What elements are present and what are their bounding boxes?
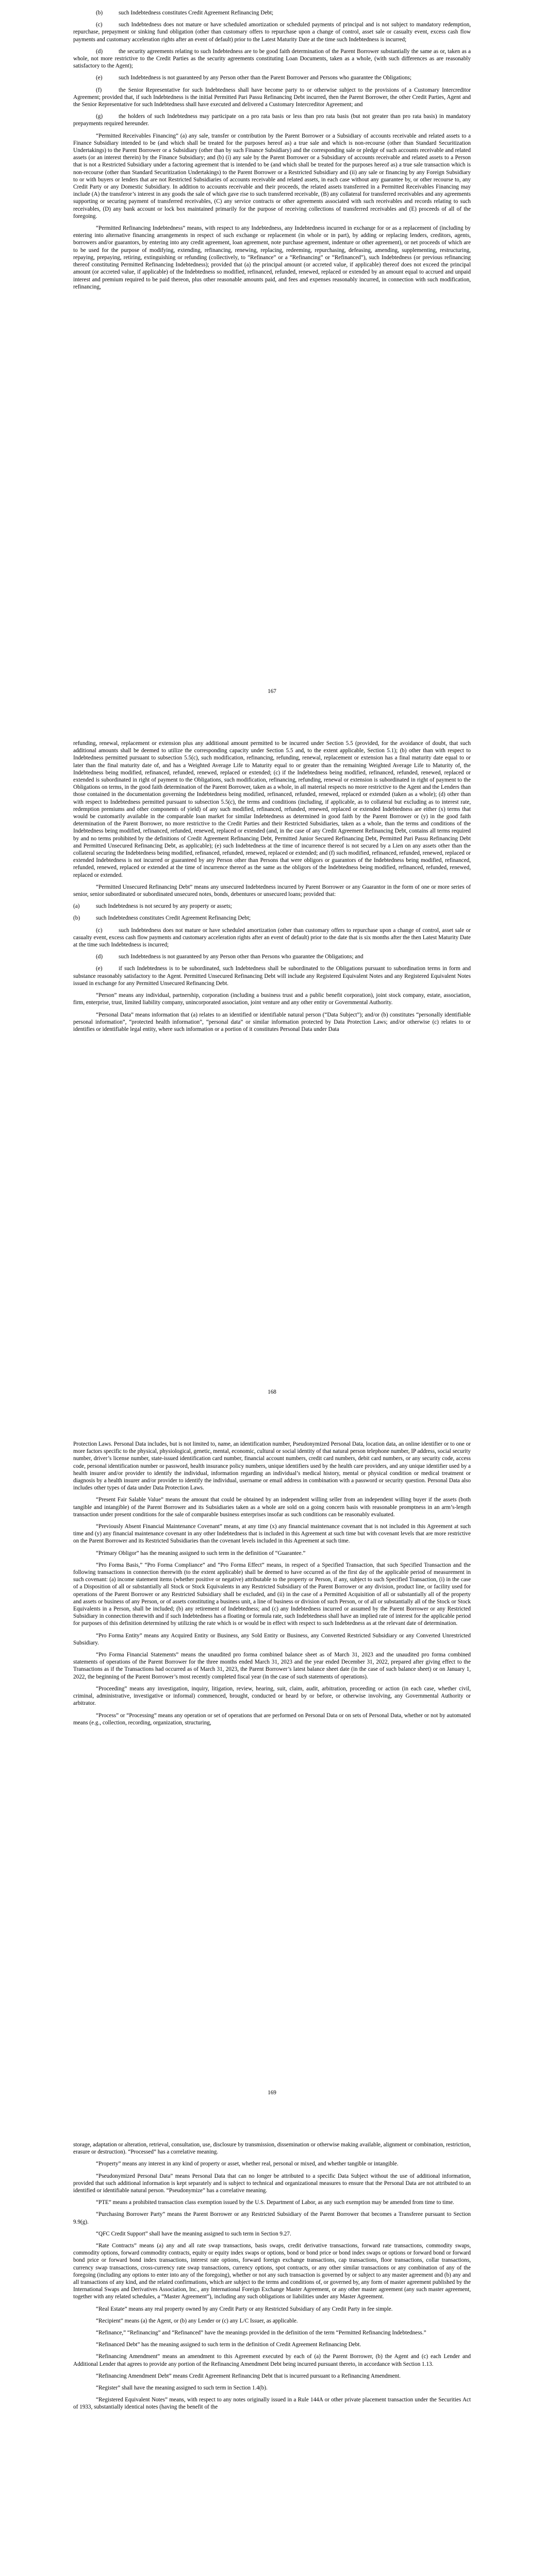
page-body — [73, 1440, 471, 1731]
definition-text: “Primary Obligor” has the meaning assigned to such term in the definition of “Guarantee.” — [96, 1550, 306, 1556]
definition-text: “Person” means any individual, partnership, corporation (including a business trust and a public benefit corporation), joint stock company, estate, association, firm, enterprise, trust, limited liability company, unincorporated association, joint venture and any other entity or Governmental Authority. — [73, 992, 471, 1006]
clause-text: if such Indebtedness is to be subordinated, such Indebtedness shall be subordinated to the Obligations pursuant to subordination terms in form and substance reasonably satisfactory to the Agent. Permitted Unsecured Refinancing Debt will include any Registered Equivalent Notes and any Registered Equivalent Notes issued in exchange for any Permitted Unsecured Refinancing Debt. — [73, 965, 471, 987]
clause-label: (g) — [96, 113, 103, 120]
definition-paragraph — [73, 2384, 471, 2392]
clause-label: (c) — [96, 22, 103, 28]
clause-text: such Indebtedness constitutes Credit Agreement Refinancing Debt; — [119, 10, 274, 16]
definition-paragraph — [73, 2341, 471, 2348]
page-number: 168 — [268, 1389, 276, 1395]
clause-label: (a) — [73, 903, 80, 910]
clause-text: such Indebtedness is not guaranteed by any Person other than Persons who guarantee the Obligations; and — [119, 954, 364, 960]
page-number: 169 — [268, 2090, 276, 2096]
clause-item — [73, 21, 471, 43]
definition-text: “Refinancing Amendment” means an amendment to this Agreement executed by each of (a) the Parent Borrower, (b) the Agent and (c) each Lender and Additional Lender that agrees to provide any portion of the Refinancing Amendment Debt being incurred pursuant thereto, in accordance with Section 1.13. — [73, 2353, 471, 2367]
definition-paragraph — [73, 2329, 471, 2336]
page-body — [73, 740, 471, 1038]
definition-paragraph — [73, 2242, 471, 2301]
clause-item — [73, 9, 471, 16]
clause-item — [73, 113, 471, 127]
definition-paragraph — [73, 2141, 471, 2156]
definition-paragraph — [73, 1523, 471, 1545]
definition-text: “Rate Contracts” means (a) any and all rate swap transactions, basis swaps, credit derivative transactions, forward rate transactions, commodity swaps, commodity options, forward commodity contracts, equity or equity index swaps or options, bond or bond price or bond index swaps or options or forward bond or forward bond price or forward bond index transactions, interest rate options, forward foreign exchange transactions, cap transactions, floor transactions, collar transactions, currency swap transactions, cross-currency rate swap transactions, currency options, spot contracts, or any other similar transactions or any combination of any of the foregoing (including any options to enter into any of the foregoing), whether or not any such transaction is governed by or subject to any master agreement and (b) any and all transactions of any kind, and the related confirmations, which are subject to the terms and conditions of, or governed by, any form of master agreement published by the International Swaps and Derivatives Association, Inc., any International Foreign Exchange Master Agreement, or any other master agreement (any such master agreement, together with any related schedules, a “Master Agreement”), including any such obligations or liabilities under any Master Agreement. — [73, 2243, 471, 2300]
definition-text: “Registered Equivalent Notes” means, with respect to any notes originally issued in a Rule 144A or other private placement transaction under the Securities Act of 1933, substantially identical notes (having the benefit of the — [73, 2397, 471, 2411]
clause-item — [73, 903, 471, 910]
clause-item — [73, 965, 471, 987]
definition-text: refunding, renewal, replacement or extension plus any additional amount permitted to be incurred under Section 5.5 (provided, for the avoidance of doubt, that such additional amounts shall be deemed to utilize the corresponding capacity under Section 5.5 and, to the extent applicable, Section 5.1); (b) other than with respect to Indebtedness permitted pursuant to subsection 5.5(c), such modification, refinancing, refunding, renewal, replacement or extension has a final maturity date equal to or later than the final maturity date of, and has a Weighted Average Life to Maturity equal to or greater than the remaining Weighted Average Life to Maturity of, the Indebtedness being modified, refinanced, refunded, renewed, replaced or extended; (c) if the Indebtedness being modified, refinanced, refunded, renewed, replaced or extended is subordinated in right of payment to the Obligations, such modification, refinancing, refunding, renewal or extension is subordinated in right of payment to the Obligations on terms, in the good faith determination of the Parent Borrower, taken as a whole, in all material respects no more restrictive to the Agent and the Lenders than those contained in the documentation governing the Indebtedness being modified, refinanced, refunded, renewed, replaced or extended (taken as a whole); (d) other than with respect to Indebtedness permitted pursuant to subsection 5.5(c), the terms and conditions (including, if applicable, as to collateral but excluding as to interest rate, redemption premiums and other components of yield) of any such modified, refinanced, refunded, renewed, replaced or extended Indebtedness are either (x) terms that would be customarily available in the comparable loan market for similar Indebtedness as determined in good faith by the Parent Borrower or (y) in the good faith determination of the Parent Borrower, no more restrictive to the Credit Parties and their Restricted Subsidiaries, taken as a whole, than the terms and conditions of the Indebtedness being modified, refinanced, refunded, renewed, replaced or extended (and, in the case of any Credit Agreement Refinancing Debt, contains all terms required by and no terms prohibited by the definitions of Credit Agreement Refinancing Debt, Permitted Junior Secured Refinancing Debt, Permitted Pari Passu Refinancing Debt and Permitted Unsecured Refinancing Debt, as applicable); (e) such Indebtedness at the time of incurrence thereof is not secured by a Lien on any assets other than the collateral securing the Indebtedness being modified, refinanced, refunded, renewed, replaced or extended; and (f) such modified, refinanced, refunded, renewed, replaced or extended Indebtedness is not incurred or guaranteed by any Person other than Persons that were obligors or guarantors of the Indebtedness being modified, refinanced, refunded, renewed, replaced or extended at the time of incurrence thereof as the same as the obligors of the Indebtedness being modified, refinanced, refunded, renewed, replaced or extended. — [73, 740, 471, 878]
clause-label: (e) — [96, 75, 103, 81]
definition-text: “Permitted Unsecured Refinancing Debt” means any unsecured Indebtedness incurred by Parent Borrower or any Guarantor in the form of one or more series of senior, senior subordinated or subordinated unsecured notes, bonds, debentures or unsecured loans; provided that: — [73, 884, 471, 898]
clause-item — [73, 927, 471, 949]
definition-paragraph — [73, 1011, 471, 1033]
definition-paragraph — [73, 132, 471, 220]
definition-paragraph — [73, 2396, 471, 2411]
clause-text: such Indebtedness is not secured by any property or assets; — [96, 903, 232, 910]
clause-item — [73, 74, 471, 81]
definition-text: “Personal Data” means information that (a) relates to an identified or identifiable natural person (“Data Subject”); and/or (b) constitutes “personally identifiable personal information”, “protected health information”, “personal data” or similar information protected by Data Protection Laws; and/or otherwise (c) relates to or identifies or identifiable legal entity, where such information or a portion of it constitutes Personal Data under Data — [73, 1011, 471, 1032]
definition-text: “Previously Absent Financial Maintenance Covenant” means, at any time (x) any financial maintenance covenant that is not included in this Agreement at such time and (y) any financial maintenance covenant in any other Indebtedness that is included in this Agreement at such time but with covenant levels that are more restrictive on the Parent Borrower and its Restricted Subsidiaries than the covenant levels included in this Agreement at such time. — [73, 1523, 471, 1545]
definition-text: “QFC Credit Support” shall have the meaning assigned to such term in Section 9.27. — [96, 2230, 291, 2237]
definition-text: “Real Estate” means any real property owned by any Credit Party or any Restricted Subsidiary of any Credit Party in fee simple. — [96, 2306, 393, 2312]
document-page-3 — [0, 1412, 544, 2112]
definition-paragraph — [73, 1632, 471, 1647]
definition-text: “Permitted Refinancing Indebtedness” means, with respect to any Indebtedness, any Indebtedness incurred in exchange for or as a replacement of (including by entering into alternative financing arrangements in respect of such exchange or replacement (in whole or in part), by adding or replacing lenders, creditors, agents, borrowers and/or guarantors, by entering into any credit agreement, loan agreement, note purchase agreement, indenture or other agreement), or net proceeds of which are to be used for the purpose of modifying, extending, refinancing, renewing, replacing, redeeming, repurchasing, defeasing, amending, supplementing, restructuring, repaying, prepaying, retiring, extinguishing or refunding (collectively, to “Refinance” or a “Refinancing” or “Refinanced”), such Indebtedness (or previous refinancing thereof constituting Permitted Refinancing Indebtedness); provided that (a) the principal amount (or accreted value, if applicable) thereof does not exceed the principal amount (or accreted value, if applicable) of the Indebtedness so modified, refinanced, refunded, renewed, replaced or extended by an amount equal to accrued and unpaid interest and premium required to be paid thereon, plus other reasonable amounts paid, and fees and expenses reasonably incurred, in connection with such modification, refinancing, — [73, 225, 471, 290]
definition-text: “Pseudonymized Personal Data” means Personal Data that can no longer be attributed to a specific Data Subject without the use of additional information, provided that such additional information is kept separately and is subject to technical and organizational measures to ensure that the Personal Data are not attributed to an identified or identifiable natural person. “Pseudonymize” has a correlative meaning. — [73, 2173, 471, 2194]
definition-paragraph — [73, 1685, 471, 1707]
clause-label: (f) — [96, 87, 102, 93]
definition-text: “Present Fair Salable Value” means the amount that could be obtained by an independent willing seller from an independent willing buyer if the assets (both tangible and intangible) of the Parent Borrower and its Subsidiaries taken as a whole are sold on a going concern basis with reasonable promptness in an arm’s-length transaction under present conditions for the sale of comparable business enterprises insofar as such conditions can be reasonably evaluated. — [73, 1497, 471, 1518]
definition-paragraph — [73, 884, 471, 898]
definition-paragraph — [73, 2230, 471, 2238]
document-page-4 — [0, 2112, 544, 2576]
definition-paragraph — [73, 2372, 471, 2380]
definition-paragraph — [73, 1550, 471, 1557]
clause-label: (d) — [96, 48, 103, 55]
definition-text: “Permitted Receivables Financing” (a) any sale, transfer or contribution by the Parent Borrower or a Subsidiary of accounts receivable and related assets to a Finance Subsidiary intended to be (and which shall be treated for the purposes hereof as) a true sale and which is non-recourse (other than Standard Securitization Undertakings) to the Parent Borrower or a Subsidiary (other than by such Finance Subsidiary) and the corresponding sale or pledge of such accounts receivable and related assets (or an interest therein) by the Finance Subsidiary; and (b) (i) any sale by the Parent Borrower or a Subsidiary of accounts receivable and related assets to a Person that is not a Restricted Subsidiary under a factoring agreement that is intended to be (and which shall be treated for the purposes hereof as) a true sale transaction which is non-recourse (other than Standard Securitization Undertakings) to the Parent Borrower or a Restricted Subsidiary and (ii) any sale or financing by any Foreign Subsidiary to or with buyers or lenders that are not Restricted Subsidiaries of accounts receivable and related assets, in each case without any guarantee by, or other recourse to, any Credit Party or any Domestic Subsidiary. In addition to accounts receivable and their proceeds, the related assets transferred in a Permitted Receivables Financing may include (A) the transferor’s interest in any goods the sale of which gave rise to such transferred receivable, (B) any collateral for transferred receivables and any agreements supporting or securing payment of transferred receivables, (C) any service contracts or other agreements associated with such receivables and records relating to such receivables, (D) any bank account or lock box maintained primarily for the purpose of receiving collections of transferred receivables and (E) proceeds of all of the foregoing. — [73, 132, 471, 219]
definition-text: “Proceeding” means any investigation, inquiry, litigation, review, hearing, suit, claim, audit, arbitration, proceeding or action (in each case, whether civil, criminal, administrative, investigative or informal) commenced, brought, conducted or heard by or before, or otherwise involving, any Governmental Authority or arbitrator. — [73, 1685, 471, 1707]
definition-paragraph — [73, 1496, 471, 1518]
definition-paragraph — [73, 2306, 471, 2313]
clause-label: (d) — [96, 954, 103, 960]
clause-label: (c) — [96, 927, 103, 934]
clause-text: such Indebtedness does not mature or have scheduled amortization or scheduled payments of principal and is not subject to mandatory redemption, repurchase, prepayment or sinking fund obligation (other than customary offers to repurchase upon a change of control, asset sale or casualty event, excess cash flow payments and customary acceleration rights after an event of default) prior to the Latest Maturity Date at the time such Indebtedness is incurred; — [73, 22, 471, 43]
page-number: 167 — [268, 688, 276, 694]
definition-text: “PTE” means a prohibited transaction class exemption issued by the U.S. Department of Labor, as any such exemption may be amended from time to time. — [96, 2199, 454, 2206]
definition-text: “Recipient” means (a) the Agent, or (b) any Lender or (c) any L/C Issuer, as applicable. — [96, 2317, 298, 2324]
clause-text: such Indebtedness is not guaranteed by any Person other than the Parent Borrower and Persons who guarantee the Obligations; — [119, 75, 411, 81]
definition-paragraph — [73, 2353, 471, 2367]
clause-item — [73, 48, 471, 70]
clause-item — [73, 914, 471, 922]
definition-paragraph — [73, 2317, 471, 2325]
clause-label: (b) — [96, 10, 103, 16]
definition-text: “Process” or “Processing” means any operation or set of operations that are performed on Personal Data or on sets of Personal Data, whether or not by automated means (e.g., collection, recording, organization, structuring, — [73, 1712, 471, 1726]
definition-text: “Register” shall have the meaning assigned to such term in Section 1.4(b). — [96, 2385, 268, 2392]
clause-item — [73, 87, 471, 109]
document-page-1 — [0, 0, 544, 711]
page-body — [73, 9, 471, 295]
definition-paragraph — [73, 1712, 471, 1726]
definition-paragraph — [73, 1440, 471, 1492]
definition-text: “Refinanced Debt” has the meaning assigned to such term in the definition of Credit Agreement Refinancing Debt. — [96, 2342, 361, 2348]
definition-text: “Refinance,” “Refinancing” and “Refinanced” have the meanings provided in the definition of the term “Permitted Refinancing Indebtedness.” — [96, 2330, 426, 2336]
definition-text: “Pro Forma Entity” means any Acquired Entity or Business, any Sold Entity or Business, any Converted Restricted Subsidiary or any Converted Unrestricted Subsidiary. — [73, 1632, 471, 1646]
clause-text: such Indebtedness constitutes Credit Agreement Refinancing Debt; — [96, 915, 251, 922]
definition-paragraph — [73, 1562, 471, 1628]
definition-text: “Property” means any interest in any kind of property or asset, whether real, personal or mixed, and whether tangible or intangible. — [96, 2161, 399, 2167]
definition-text: “Refinancing Amendment Debt” means Credit Agreement Refinancing Debt that is incurred pursuant to a Refinancing Amendment. — [96, 2372, 401, 2379]
document-page-2 — [0, 711, 544, 1412]
clause-text: the holders of such Indebtedness may participate on a pro rata basis or less than pro rata basis (but not greater than pro rata basis) in mandatory prepayments required hereunder. — [73, 113, 471, 127]
definition-paragraph — [73, 225, 471, 291]
definition-text: “Pro Forma Basis,” “Pro Forma Compliance” and “Pro Forma Effect” means, in respect of a Specified Transaction, that such Specified Transaction and the following transactions in connection therewith (to the extent applicable) shall be deemed to have occurred as of the first day of the applicable period of measurement in such covenant: (a) income statement items (whether positive or negative) attributable to the property or Person, if any, subject to such Specified Transaction, (i) in the case of a Disposition of all or substantially all Stock or Stock Equivalents in any Restricted Subsidiary of the Parent Borrower or any division, product line, or facility used for operations of the Parent Borrower or any Restricted Subsidiary shall be excluded, and (ii) in the case of a Permitted Acquisition of all or substantially all of the property and assets or business of any Person, or of assets constituting a business unit, a line of business or division of such Person, or of all or substantially all of the Stock or Stock Equivalents in a Person, shall be included; (b) any retirement of Indebtedness; and (c) any Indebtedness incurred or assumed by the Parent Borrower or any Restricted Subsidiary in connection therewith and if such Indebtedness has a floating or formula rate, such Indebtedness shall have an implied rate of interest for the applicable period for purposes of this definition determined by utilizing the rate which is or would be in effect with respect to such Indebtedness as at the relevant date of determination. — [73, 1562, 471, 1627]
page-body — [73, 2141, 471, 2416]
clause-text: such Indebtedness does not mature or have scheduled amortization (other than customary offers to repurchase upon a change of control, asset sale or casualty event, excess cash flow payments and customary acceleration rights after an event of default) prior to the date that is six months after the then Latest Maturity Date at the time such Indebtedness is incurred; — [73, 927, 471, 948]
definition-paragraph — [73, 2199, 471, 2206]
clause-text: the Senior Representative for such Indebtedness shall have become party to or otherwise subject to the provisions of a Customary Intercreditor Agreement; provided that, if such Indebtedness is the initial Permitted Pari Passu Refinancing Debt incurred, then the Parent Borrower, the other Credit Parties, Agent and the Senior Representative for such Indebtedness shall have executed and delivered a Customary Intercreditor Agreement; and — [73, 87, 471, 108]
definition-paragraph — [73, 2173, 471, 2195]
definition-text: Protection Laws. Personal Data includes, but is not limited to, name, an identification number, Pseudonymized Personal Data, location data, an online identifier or to one or more factors specific to the physical, physiological, genetic, mental, economic, cultural or social identity of that natural person telephone number, IP address, social security number, driver’s license number, state-issued identification card number, financial account numbers, credit card numbers, debit card numbers, or any security code, access code, personal identification number or password, health insurance policy numbers, unique identifiers used by the health care providers, and any unique identifier used by a health insurer and/or provider to identify the individual, information regarding an individual’s medical history, mental or physical condition or medical treatment or diagnosis by a health insurer and/or provider to identify the individual, username or email address in combination with a password or security question. Personal Data also includes other types of data under Data Protection Laws. — [73, 1441, 471, 1492]
definition-paragraph — [73, 2160, 471, 2167]
definition-paragraph — [73, 992, 471, 1006]
definition-paragraph — [73, 1651, 471, 1681]
clause-label: (e) — [96, 965, 103, 972]
definition-paragraph — [73, 2211, 471, 2225]
definition-text: storage, adaptation or alteration, retrieval, consultation, use, disclosure by transmission, dissemination or otherwise making available, alignment or combination, restriction, erasure or destruction). “Processed” has a correlative meaning. — [73, 2142, 471, 2156]
definition-paragraph — [73, 740, 471, 879]
definition-text: “Purchasing Borrower Party” means the Parent Borrower or any Restricted Subsidiary of the Parent Borrower that becomes a Transferee pursuant to Section 9.9(g). — [73, 2211, 471, 2225]
clause-label: (b) — [73, 915, 80, 922]
clause-item — [73, 953, 471, 960]
definition-text: “Pro Forma Financial Statements” means the unaudited pro forma combined balance sheet as of March 31, 2023 and the unaudited pro forma combined statements of operations of the Parent Borrower for the three months ended March 31, 2023 and the year ended December 31, 2022, prepared after giving effect to the Transactions as if the Transactions had occurred as of March 31, 2023, the Parent Borrower’s latest balance sheet date (in the case of such balance sheet) or on January 1, 2022, the beginning of the Parent Borrower’s most recently completed fiscal year (in the case of such statements of operations). — [73, 1652, 471, 1680]
clause-text: the security agreements relating to such Indebtedness are to be good faith determination of the Parent Borrower substantially the same as or, taken as a whole, not more restrictive to the Credit Parties as the security agreements constituting Loan Documents, taken as a whole, (with such differences as are reasonably satisfactory to the Agent); — [73, 48, 471, 70]
